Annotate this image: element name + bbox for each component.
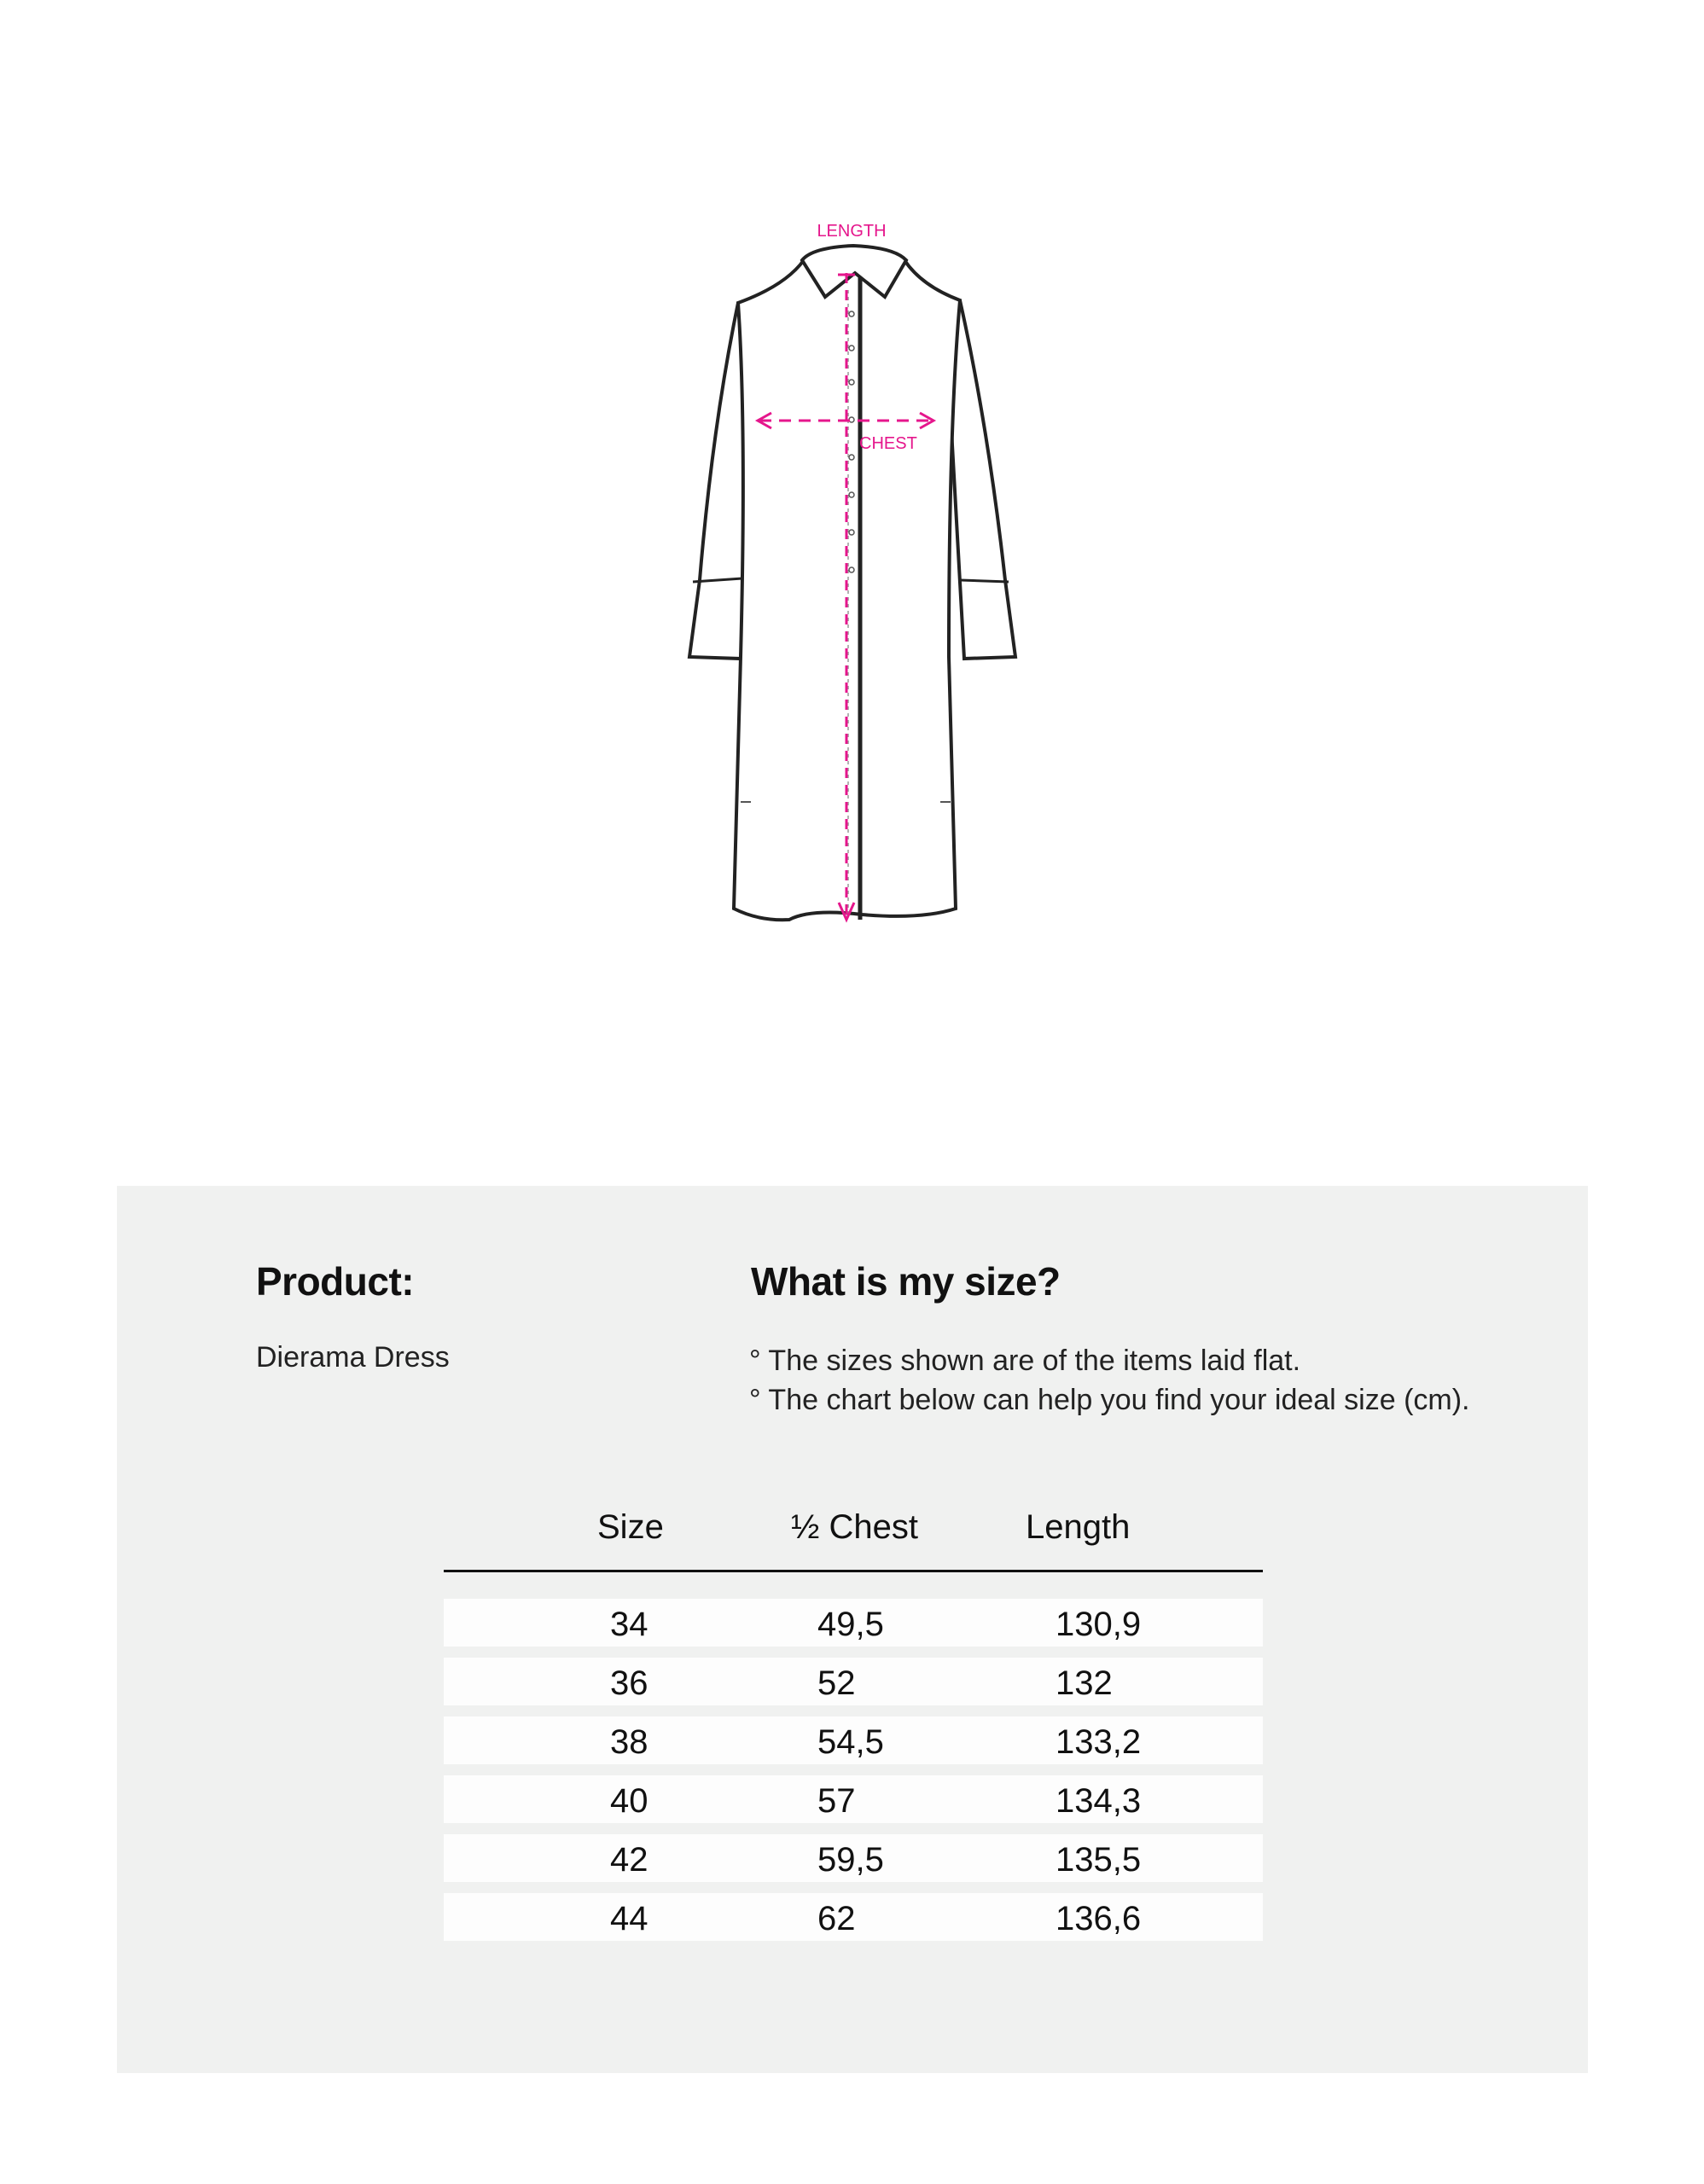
dress-sketch — [666, 213, 1041, 938]
cell-size: 44 — [610, 1900, 648, 1937]
cell-half-chest: 54,5 — [817, 1723, 884, 1761]
cell-size: 38 — [610, 1723, 648, 1761]
header-length: Length — [1026, 1508, 1131, 1546]
size-notes — [749, 1341, 1470, 1420]
header-divider — [444, 1570, 1263, 1572]
cell-half-chest: 52 — [817, 1664, 856, 1702]
table-row — [444, 1775, 1263, 1823]
cell-size: 34 — [610, 1606, 648, 1643]
header-half-chest: ½ Chest — [791, 1508, 918, 1546]
cell-length: 133,2 — [1056, 1723, 1142, 1761]
cell-length: 134,3 — [1056, 1782, 1142, 1820]
product-name: Dierama Dress — [256, 1341, 450, 1374]
cell-length: 132 — [1056, 1664, 1113, 1702]
cell-size: 36 — [610, 1664, 648, 1702]
size-heading: What is my size? — [751, 1259, 1061, 1304]
cell-length: 130,9 — [1056, 1606, 1142, 1643]
table-row — [444, 1658, 1263, 1705]
cell-half-chest: 62 — [817, 1900, 856, 1937]
right-sleeve — [949, 300, 1015, 659]
cell-size: 40 — [610, 1782, 648, 1820]
size-table-body — [444, 1599, 1263, 1952]
size-table — [444, 1508, 1263, 1937]
size-note-1: ° The sizes shown are of the items laid flat. — [749, 1345, 1301, 1377]
chest-label: CHEST — [859, 434, 917, 453]
table-row — [444, 1893, 1263, 1941]
cell-length: 136,6 — [1056, 1900, 1142, 1937]
header-size: Size — [597, 1508, 664, 1546]
table-row — [444, 1716, 1263, 1764]
size-table-header — [444, 1508, 1263, 1568]
cell-length: 135,5 — [1056, 1841, 1142, 1879]
size-note-2: ° The chart below can help you find your ideal size (cm). — [749, 1384, 1470, 1416]
cell-half-chest: 57 — [817, 1782, 856, 1820]
cell-size: 42 — [610, 1841, 648, 1879]
length-label: LENGTH — [817, 222, 887, 241]
product-heading: Product: — [256, 1259, 415, 1304]
garment-diagram — [666, 213, 1041, 938]
table-row — [444, 1834, 1263, 1882]
cell-half-chest: 59,5 — [817, 1841, 884, 1879]
table-row — [444, 1599, 1263, 1647]
cell-half-chest: 49,5 — [817, 1606, 884, 1643]
